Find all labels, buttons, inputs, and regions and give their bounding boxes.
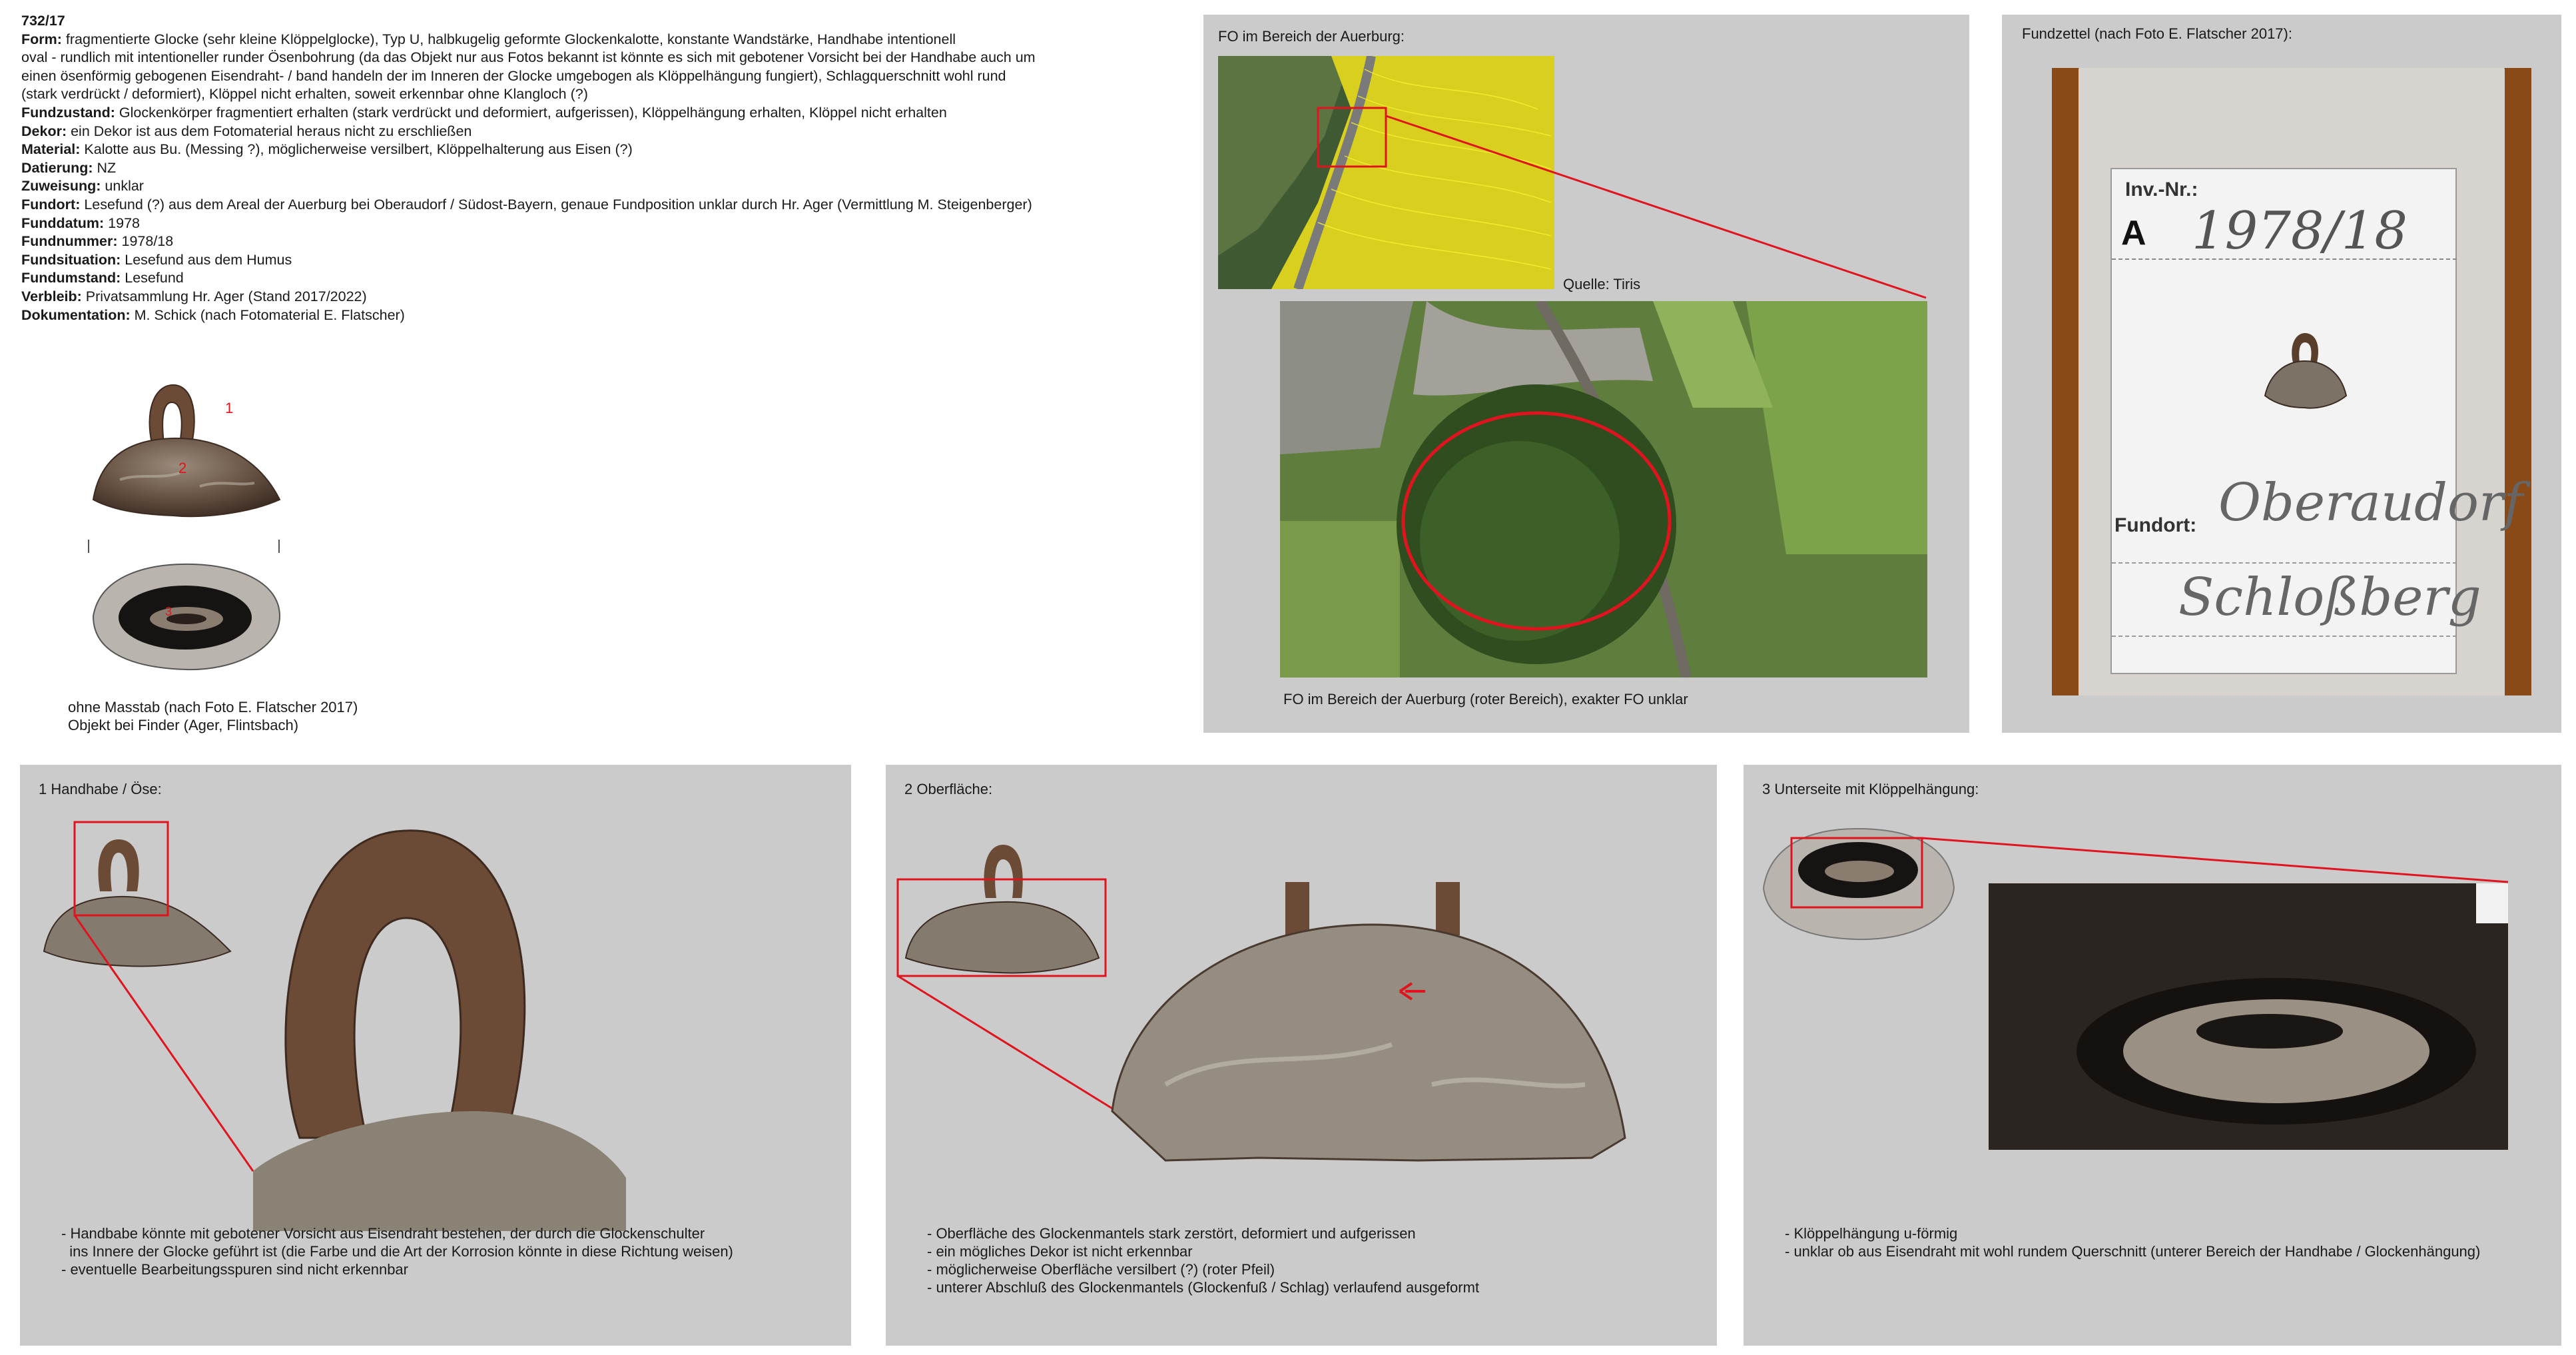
record-line-text: Lesefund aus dem Humus — [121, 251, 292, 268]
note-line: - Oberfläche des Glockenmantels stark zerstört, deformiert und aufgerissen — [927, 1225, 1416, 1242]
fundort-label: Fundort: — [2114, 514, 2197, 536]
note-line: - Handbabe könnte mit gebotener Vorsicht aus Eisendraht bestehen, der durch die Glockenschulter — [61, 1225, 705, 1242]
record-line-label: Material: — [21, 141, 81, 158]
detail-1-label: 1 Handhabe / Öse: — [39, 781, 162, 797]
map-panel — [1203, 15, 1969, 733]
record-line — [21, 269, 1153, 288]
marker-2: 2 — [178, 460, 187, 476]
record-line — [21, 104, 1153, 123]
note-line: - eventuelle Bearbeitungsspuren sind nicht erkennbar — [61, 1261, 408, 1278]
record-line-text: Lesefund (?) aus dem Areal der Auerburg bei Oberaudorf / Südost-Bayern, genaue Fundposition unklar durch Hr. Ager (Vermittlung M. Steigenberger) — [80, 196, 1032, 213]
record-line-text: oval - rundlich mit intentioneller runder Ösenbohrung (da das Objekt nur aus Fotos bekannt ist könnte es sich mit gebotener Vorsicht bei der Handhabe auch um — [21, 49, 1036, 66]
record-line-label: Dokumentation: — [21, 306, 131, 323]
detail-2-notes — [927, 1224, 1479, 1296]
record-line — [21, 288, 1153, 306]
tag-panel-label: Fundzettel (nach Foto E. Flatscher 2017): — [2022, 25, 2292, 42]
record-line-text: 1978/18 — [117, 233, 174, 250]
bell-on-tag — [2258, 329, 2352, 416]
record-line — [21, 67, 1153, 86]
record-line — [21, 49, 1153, 67]
record-line — [21, 196, 1153, 215]
record-line-text: unklar — [101, 178, 144, 195]
map-source: Quelle: Tiris — [1563, 276, 1641, 292]
record-line — [21, 141, 1153, 159]
detail-2-label: 2 Oberfläche: — [904, 781, 993, 797]
record-text — [21, 12, 1153, 324]
marker-3: 3 — [165, 605, 172, 618]
aerial-map — [1280, 301, 1927, 678]
paper-tag — [2110, 168, 2523, 674]
record-line — [21, 159, 1153, 178]
detail-1-notes — [61, 1224, 733, 1278]
record-line-text: einen ösenförmig gebogenen Eisendraht- / band handeln der im Inneren der Glocke umgebogen als Klöppelhängung fungiert), Schlagquerschnitt wohl rund — [21, 67, 1006, 84]
map-caption: FO im Bereich der Auerburg (roter Bereich), exakter FO unklar — [1283, 691, 1688, 707]
inv-rule — [2112, 258, 2457, 260]
handle-detail-images — [20, 765, 851, 1231]
note-line: - unterer Abschluß des Glockenmantels (Glockenfuß / Schlag) verlaufend ausgeformt — [927, 1279, 1480, 1296]
tag-panel — [2002, 15, 2561, 733]
note-line: ins Innere der Glocke geführt ist (die Farbe und die Art der Korrosion könnte in diese Richtung weisen) — [61, 1243, 733, 1260]
record-line-label: Zuweisung: — [21, 178, 101, 195]
note-line: - Klöppelhängung u-förmig — [1785, 1225, 1958, 1242]
inv-prefix: A — [2121, 214, 2146, 252]
record-line — [21, 123, 1153, 141]
photo-caption: ohne Masstab (nach Foto E. Flatscher 2017) Objekt bei Finder (Ager, Flintsbach) — [68, 699, 358, 733]
record-line-text: (stark verdrückt / deformiert), Klöppel nicht erhalten, soweit erkennbar ohne Klangloch (?) — [21, 86, 588, 103]
record-line-text: Kalotte aus Bu. (Messing ?), möglicherweise versilbert, Klöppelhalterung aus Eisen (?) — [80, 141, 633, 158]
record-line-label: Funddatum: — [21, 215, 105, 231]
record-line — [21, 85, 1153, 104]
record-line — [21, 306, 1153, 325]
inv-label: Inv.-Nr.: — [2125, 179, 2198, 201]
detail-3-notes — [1785, 1224, 2480, 1260]
surface-detail-images — [886, 765, 1717, 1231]
record-line — [21, 31, 1153, 49]
bell-photo-underside — [87, 556, 286, 676]
record-line-label: Fundort: — [21, 196, 81, 213]
record-line-text: NZ — [93, 159, 117, 176]
scale-tick-left — [88, 540, 89, 553]
record-line-text: 1978 — [104, 215, 141, 231]
map-panel-label: FO im Bereich der Auerburg: — [1218, 28, 1405, 45]
record-line-label: Fundumstand: — [21, 270, 121, 286]
record-line-text: Lesefund — [121, 270, 184, 286]
fundort-rule-2 — [2112, 636, 2457, 637]
record-line-label: Fundsituation: — [21, 251, 121, 268]
record-lines — [21, 31, 1153, 325]
tag-photo — [2052, 68, 2531, 695]
note-line: - unklar ob aus Eisendraht mit wohl rundem Querschnitt (unterer Bereich der Handhabe / Glockenhängung) — [1785, 1243, 2481, 1260]
fundort-line1: Oberaudorf — [2218, 473, 2523, 533]
record-line-text: Privatsammlung Hr. Ager (Stand 2017/2022) — [81, 288, 367, 304]
bell-photo-side — [80, 373, 293, 526]
detail-3-label: 3 Unterseite mit Klöppelhängung: — [1762, 781, 1979, 797]
record-line-label: Datierung: — [21, 159, 93, 176]
record-line-text: M. Schick (nach Fotomaterial E. Flatscher) — [130, 306, 405, 323]
record-line-text: fragmentierte Glocke (sehr kleine Klöppelglocke), Typ U, halbkugelig geformte Glockenkalotte, konstante Wandstärke, Handhabe intentionell — [61, 31, 956, 47]
detail-panel-handle — [20, 765, 851, 1346]
underside-detail-images — [1744, 765, 2561, 1231]
inv-number: 1978/18 — [2192, 201, 2408, 261]
scale-tick-right — [278, 540, 280, 553]
record-line — [21, 215, 1153, 233]
record-line-text: Glockenkörper fragmentiert erhalten (stark verdrückt und deformiert, aufgerissen), Klöppelhängung erhalten, Klöppel nicht erhalten — [115, 104, 947, 121]
record-line — [21, 251, 1153, 270]
marker-1: 1 — [225, 400, 234, 416]
note-line: - ein mögliches Dekor ist nicht erkennbar — [927, 1243, 1193, 1260]
note-line: - möglicherweise Oberfläche versilbert (?) (roter Pfeil) — [927, 1261, 1275, 1278]
fundort-rule-1 — [2112, 562, 2457, 564]
record-line — [21, 232, 1153, 251]
record-line — [21, 177, 1153, 196]
detail-panel-underside — [1744, 765, 2561, 1346]
record-line-label: Dekor: — [21, 123, 67, 139]
record-line-label: Form: — [21, 31, 62, 47]
record-id: 732/17 — [21, 13, 65, 29]
record-line-label: Verbleib: — [21, 288, 82, 304]
record-line-label: Fundzustand: — [21, 104, 115, 121]
record-line-text: ein Dekor ist aus dem Fotomaterial heraus nicht zu erschließen — [67, 123, 472, 139]
record-line-label: Fundnummer: — [21, 233, 118, 250]
detail-panel-surface — [886, 765, 1717, 1346]
fundort-line2: Schloßberg — [2178, 568, 2481, 628]
